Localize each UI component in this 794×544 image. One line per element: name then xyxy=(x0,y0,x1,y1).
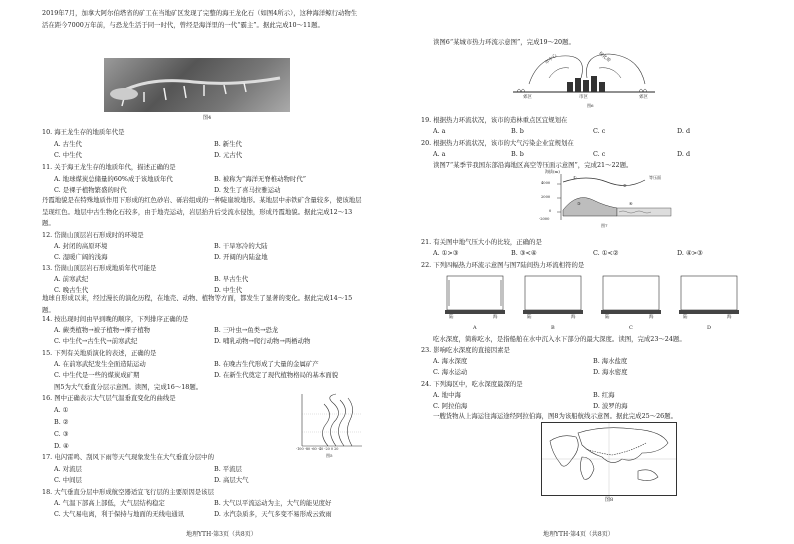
figure-4-caption: 图4 xyxy=(203,115,212,121)
q18-option-d[interactable]: D. 水汽杂质多，天气多变不易形成云致雨 xyxy=(214,510,332,518)
q18-option-b[interactable]: B. 大气以平流运动为主，大气的能见度好 xyxy=(214,499,332,507)
q22-b-land: 陆 xyxy=(527,315,532,320)
figure-7-caption: 图7 xyxy=(601,223,608,228)
q12-option-d[interactable]: D. 开阔的内陆盆地 xyxy=(214,253,268,261)
intro-q23-24: 吃水深度，简称吃水，是指船舶在水中沉入水下部分的最大深度。读图，完成23～24题。 xyxy=(433,335,686,343)
right-page xyxy=(397,0,794,544)
q15-option-b[interactable]: B. 在晚古生代形成了大量的金属矿产 xyxy=(214,360,319,368)
q12-option-c[interactable]: C. 湿暖广阔的浅海 xyxy=(54,253,108,261)
figure-8-route-map xyxy=(541,422,677,496)
q22-option-a[interactable]: A xyxy=(473,325,477,331)
q24-option-a[interactable]: A. 地中海 xyxy=(433,391,461,399)
figure-6-label-suburb-right: 郊区 xyxy=(639,95,648,100)
figure-6-text-center: 市中心 xyxy=(544,53,559,66)
q10-stem: 10. 海王龙生存的地质年代是 xyxy=(42,128,125,136)
q18-option-a[interactable]: A. 气温下部高上部低，大气层结构稳定 xyxy=(54,499,165,507)
figure-6-text-green: 绿化带 xyxy=(597,51,612,64)
q21-option-b[interactable]: B. ③<④ xyxy=(511,249,537,257)
q13-option-a[interactable]: A. 前寒武纪 xyxy=(54,275,89,283)
q10-option-a[interactable]: A. 古生代 xyxy=(54,140,82,148)
q22-stem: 22. 下列四幅热力环流示意图与图7陆间热力环流相符的是 xyxy=(421,261,585,269)
q13-option-b[interactable]: B. 早古生代 xyxy=(214,275,249,283)
figure-6-label-city: 市区 xyxy=(579,95,588,100)
figure-7-point-4: ④ xyxy=(629,201,633,206)
q12-stem: 12. 岱崮山顶层岩石形成时的环境是 xyxy=(42,231,144,239)
q24-option-b[interactable]: B. 红海 xyxy=(593,391,615,399)
figure-7-tick-4000: 4000 xyxy=(541,181,551,185)
q24-option-c[interactable]: C. 阿拉伯海 xyxy=(433,402,468,410)
figure-5-caption: 图5 xyxy=(326,453,333,458)
q23-option-a[interactable]: A. 海水深度 xyxy=(433,357,468,365)
q22-option-d[interactable]: D xyxy=(707,325,712,331)
q10-option-c[interactable]: C. 中生代 xyxy=(54,151,82,159)
intro-q14-15: 地球自形成以来，经过漫长的演化历程，在地壳、动物、植物等方面，都发生了显著的变化。据此完成14～15题。 xyxy=(42,294,353,314)
q11-option-b[interactable]: B. 被称为“海洋无脊椎动物时代” xyxy=(214,175,306,183)
intro-q12-13: 丹霞地貌是在特殊地质作用下形成的红色砂岩、砾岩组成的一种陡崖坡地形。某地层中赤铁矿含量较多，使该地层呈现红色。地层中古生物化石较多，由于地壳运动，岩层抬升后受流水侵蚀，形成丹霞地貌。据此完成12～13题。 xyxy=(42,196,362,227)
q23-option-b[interactable]: B. 海水盐度 xyxy=(593,357,628,365)
figure-7-isobar-label: 等压面 xyxy=(649,175,661,180)
q13-option-c[interactable]: C. 晚古生代 xyxy=(54,286,89,294)
footer-page-4: 地理YTH·第4页（共8页） xyxy=(543,531,614,538)
q22-c-land: 陆 xyxy=(605,315,610,320)
figure-6-label-suburb-left: 郊区 xyxy=(523,95,532,100)
q14-option-c[interactable]: C. 中生代→古生代→前寒武纪 xyxy=(54,337,138,345)
figure-8-caption: 图8 xyxy=(605,497,614,503)
q22-diagram-c xyxy=(601,276,661,314)
q12-option-a[interactable]: A. 封闭的高原环境 xyxy=(54,242,108,250)
q11-option-a[interactable]: A. 地球煤炭总储量的60%成于该地质年代 xyxy=(54,175,173,183)
q14-option-d[interactable]: D. 哺乳动物→爬行动物→两栖动物 xyxy=(214,337,311,345)
q22-option-c[interactable]: C xyxy=(629,325,633,331)
figure-7-tick-neg2000: -2000 xyxy=(539,217,550,221)
q16-stem: 16. 图中正确表示大气层气温垂直变化的曲线是 xyxy=(42,394,176,402)
q15-option-a[interactable]: A. 在前寒武纪发生全面造陆运动 xyxy=(54,360,146,368)
q11-option-c[interactable]: C. 是裸子植物繁盛的时代 xyxy=(54,186,127,194)
q22-diagram-a xyxy=(445,276,505,314)
q19-stem: 19. 根据热力环流状况，该市的造林重点区宜规划在 xyxy=(421,116,568,124)
q17-option-c[interactable]: C. 中间层 xyxy=(54,476,82,484)
q16-option-d[interactable]: D. ④ xyxy=(54,442,69,450)
q14-option-a[interactable]: A. 蕨类植物→被子植物→裸子植物 xyxy=(54,326,151,334)
q22-d-sea: 海 xyxy=(727,315,732,320)
q11-stem: 11. 关于海王龙生存的地质年代，描述正确的是 xyxy=(42,163,176,171)
q19-option-b[interactable]: B. b xyxy=(511,127,524,135)
q20-option-a[interactable]: A. a xyxy=(433,150,446,158)
q22-c-sea: 海 xyxy=(649,315,654,320)
figure-5-atmosphere xyxy=(296,392,364,458)
q19-option-c[interactable]: C. c xyxy=(593,127,606,135)
q20-option-c[interactable]: C. c xyxy=(593,150,606,158)
q18-stem: 18. 大气垂直分层中形成航空器适宜飞行层的主要原因是该层 xyxy=(42,488,214,496)
q22-diagram-d xyxy=(679,276,739,314)
q21-option-d[interactable]: D. ④>③ xyxy=(677,249,703,257)
q21-stem: 21. 有关图中地气压大小的比较，正确的是 xyxy=(421,238,542,246)
q14-option-b[interactable]: B. 三叶虫→鱼类→恐龙 xyxy=(214,326,279,334)
q14-stem: 14. 按出现时间由早到晚的顺序，下列排序正确的是 xyxy=(42,315,189,323)
q20-option-d[interactable]: D. d xyxy=(677,150,691,158)
q21-option-c[interactable]: C. ①<② xyxy=(593,249,619,257)
q17-option-d[interactable]: D. 高层大气 xyxy=(214,476,249,484)
q10-option-d[interactable]: D. 元古代 xyxy=(214,151,243,159)
figure-7-tick-0: 0 xyxy=(549,209,552,213)
q16-option-a[interactable]: A. ① xyxy=(54,406,69,414)
q17-option-a[interactable]: A. 对流层 xyxy=(54,465,82,473)
figure-7-point-1: ① xyxy=(573,175,577,180)
q24-option-d[interactable]: D. 波罗的海 xyxy=(593,402,628,410)
q23-option-d[interactable]: D. 海水密度 xyxy=(593,368,628,376)
intro-q19-20: 读图6“某城市热力环流示意图”，完成19～20题。 xyxy=(433,38,575,46)
figure-6-caption: 图6 xyxy=(587,103,594,108)
q22-diagram-b xyxy=(523,276,583,314)
figure-7-isobar xyxy=(537,170,677,230)
intro-q25-26: 一艘货物从上海运往海运途经阿拉伯海，图8为该船航线示意图。据此完成25～26题。 xyxy=(433,412,677,420)
q15-stem: 15. 下列有关地质演化的表述，正确的是 xyxy=(42,349,157,357)
q20-stem: 20. 根据热力环流状况，该市的大气污染企业宜规划在 xyxy=(421,139,574,147)
figure-7-unit: 海拔(m) xyxy=(545,169,560,174)
q21-option-a[interactable]: A. ①>③ xyxy=(433,249,459,257)
q12-option-b[interactable]: B. 干旱寒冷的大陆 xyxy=(214,242,268,250)
intro-q10-11: 2019年7月，加拿大阿尔伯塔省的矿工在当地矿区发现了完整的海王龙化石（如图4所示），这种海洋鲸行动物生活在距今7000万年前，与恐龙生活于同一时代，曾经是海洋里的一代“霸主”。据此完成10～11题。 xyxy=(42,9,358,29)
q22-a-sea: 海 xyxy=(493,315,498,320)
q22-d-land: 陆 xyxy=(683,315,688,320)
q15-option-d[interactable]: D. 在新生代奠定了现代植物格局的基本面貌 xyxy=(214,371,338,379)
q13-stem: 13. 岱崮山顶层岩石形成地质年代可能是 xyxy=(42,264,157,272)
q17-stem: 17. 电闪雷鸣、刮风下雨等天气现象发生在大气垂直分层中的 xyxy=(42,453,214,461)
q15-option-c[interactable]: C. 中生代是一些的煤炭成矿期 xyxy=(54,371,140,379)
q16-option-b[interactable]: B. ② xyxy=(54,418,69,426)
q10-option-b[interactable]: B. 新生代 xyxy=(214,140,242,148)
figure-4-fossil xyxy=(104,58,290,112)
q20-option-b[interactable]: B. b xyxy=(511,150,524,158)
q22-b-sea: 海 xyxy=(571,315,576,320)
figure-5-axis-labels: -100 -80 -60 -40 -20 0 20 xyxy=(296,447,339,451)
q22-diagrams xyxy=(443,270,743,334)
figure-7-point-2: ② xyxy=(623,183,627,188)
q22-option-b[interactable]: B xyxy=(551,325,555,331)
q19-option-d[interactable]: D. d xyxy=(677,127,691,135)
q13-option-d[interactable]: D. 中生代 xyxy=(214,286,243,294)
figure-7-point-3: ③ xyxy=(577,201,581,206)
figure-7-tick-2000: 2000 xyxy=(541,195,551,199)
intro-q21-22: 读图7“某季节我国东部沿海地区高空等压面示意图”，完成21～22题。 xyxy=(433,161,633,169)
q17-option-b[interactable]: B. 平流层 xyxy=(214,465,242,473)
q16-option-c[interactable]: C. ③ xyxy=(54,430,69,438)
footer-page-3: 地理YTH·第3页（共8页） xyxy=(186,531,257,538)
q18-option-c[interactable]: C. 大气易电离，利于保持与地面的无线电通讯 xyxy=(54,510,185,518)
q22-a-land: 陆 xyxy=(449,315,454,320)
q19-option-a[interactable]: A. a xyxy=(433,127,446,135)
q23-option-c[interactable]: C. 海水运动 xyxy=(433,368,468,376)
figure-6-heat-circulation xyxy=(509,48,659,110)
q23-stem: 23. 影响吃水深度的直接因素是 xyxy=(421,346,510,354)
intro-q16-18: 图5为大气垂直分层示意图。读图，完成16～18题。 xyxy=(54,383,203,391)
q11-option-d[interactable]: D. 发生了喜马拉雅运动 xyxy=(214,186,281,194)
q24-stem: 24. 下列海区中，吃水深度最深的是 xyxy=(421,380,523,388)
